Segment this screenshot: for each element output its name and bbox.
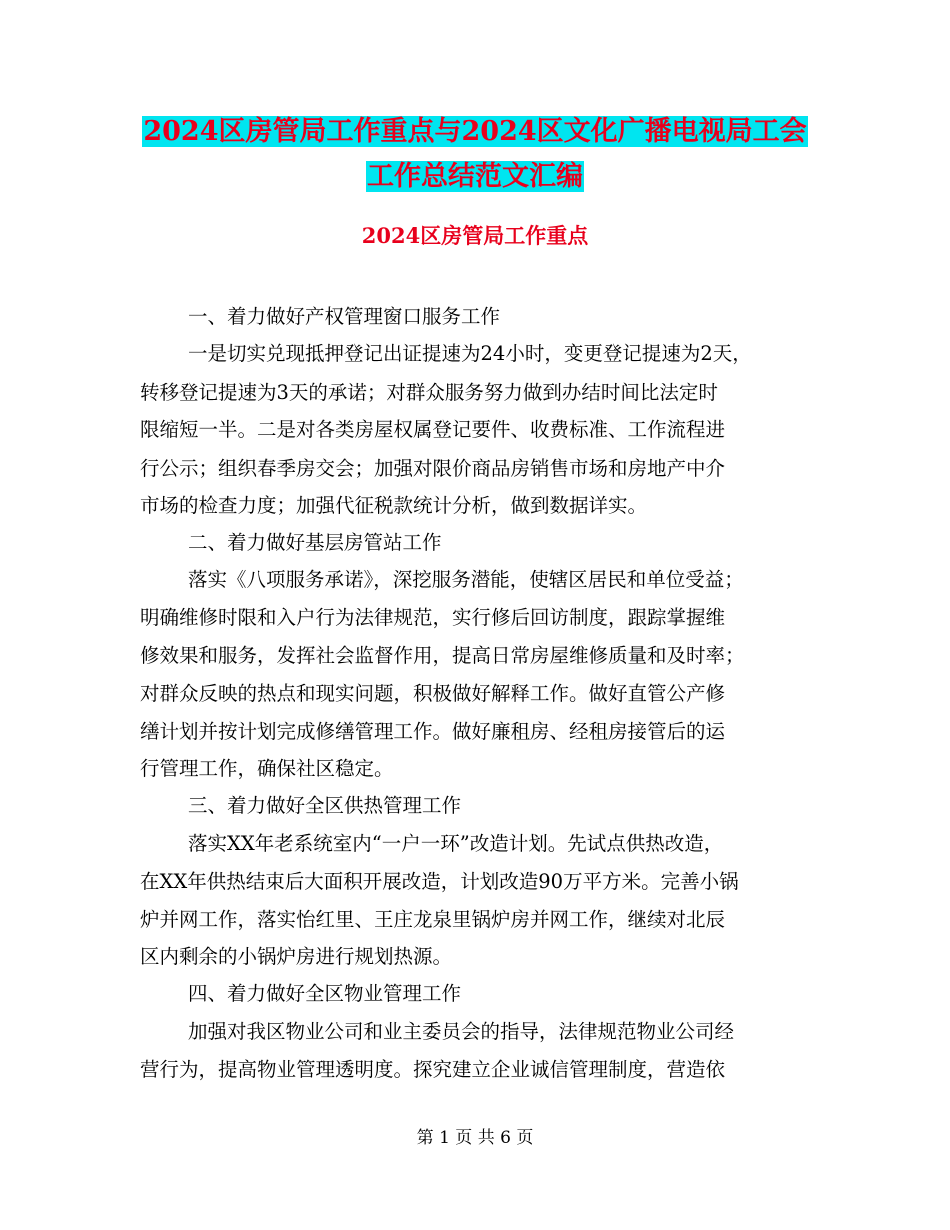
title-highlight: 2024区房管局工作重点与2024区文化广播电视局工会 bbox=[143, 116, 807, 147]
body-text-line: 明确维修时限和入户行为法律规范，实行修后回访制度，跟踪掌握维 bbox=[140, 606, 726, 629]
section-heading-2: 二、着力做好基层房管站工作 bbox=[188, 531, 442, 554]
document-title-line-2 bbox=[0, 155, 950, 199]
body-text-line: 修效果和服务，发挥社会监督作用，提高日常房屋维修质量和及时率； bbox=[140, 644, 745, 667]
body-text-line: 限缩短一半。二是对各类房屋权属登记要件、收费标准、工作流程进 bbox=[140, 418, 726, 441]
body-text-line: 炉并网工作，落实怡红里、王庄龙泉里锅炉房并网工作，继续对北辰 bbox=[140, 908, 726, 931]
body-text-line: 营行为，提高物业管理透明度。探究建立企业诚信管理制度，营造依 bbox=[140, 1058, 726, 1081]
body-text-line: 加强对我区物业公司和业主委员会的指导，法律规范物业公司经 bbox=[188, 1020, 735, 1043]
body-text-line: 落实《八项服务承诺》，深挖服务潜能，使辖区居民和单位受益； bbox=[188, 568, 744, 591]
body-text-line: 行管理工作，确保社区稳定。 bbox=[140, 757, 394, 780]
body-text-line: 区内剩余的小锅炉房进行规划热源。 bbox=[140, 945, 453, 968]
page-footer: 第 1 页 共 6 页 bbox=[416, 1128, 534, 1148]
body-text-line: 落实XX年老系统室内“一户一环”改造计划。先试点供热改造， bbox=[188, 832, 724, 855]
section-heading-1: 一、着力做好产权管理窗口服务工作 bbox=[188, 305, 501, 328]
document-title-line-1 bbox=[0, 110, 950, 154]
body-text-line: 在XX年供热结束后大面积开展改造，计划改造90万平方米。完善小锅 bbox=[140, 870, 739, 893]
body-text-line: 缮计划并按计划完成修缮管理工作。做好廉租房、经租房接管后的运 bbox=[140, 720, 726, 743]
section-heading-4: 四、着力做好全区物业管理工作 bbox=[188, 982, 462, 1005]
body-text-line: 市场的检查力度；加强代征税款统计分析，做到数据详实。 bbox=[140, 494, 648, 517]
section-heading: 2024区房管局工作重点 bbox=[361, 223, 589, 248]
body-text-line: 一是切实兑现抵押登记出证提速为24小时，变更登记提速为2天， bbox=[188, 342, 752, 365]
body-text-line: 行公示；组织春季房交会；加强对限价商品房销售市场和房地产中介 bbox=[140, 457, 726, 480]
body-text-line: 转移登记提速为3天的承诺；对群众服务努力做到办结时间比法定时 bbox=[140, 381, 718, 404]
body-text-line: 对群众反映的热点和现实问题，积极做好解释工作。做好直管公产修 bbox=[140, 682, 726, 705]
title-highlight: 工作总结范文汇编 bbox=[367, 161, 583, 192]
section-heading-3: 三、着力做好全区供热管理工作 bbox=[188, 794, 462, 817]
